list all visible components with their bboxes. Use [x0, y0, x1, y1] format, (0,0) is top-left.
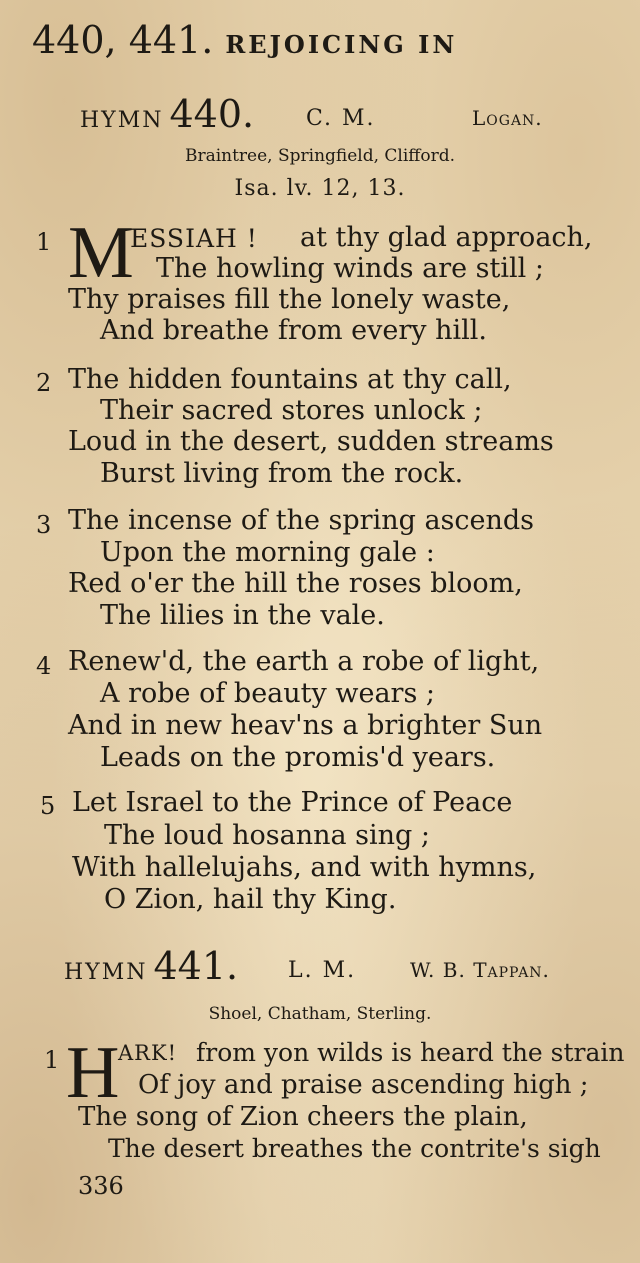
verse-line: And in new heav'ns a brighter Sun	[68, 710, 543, 741]
verse-line: from yon wilds is heard the strain	[196, 1038, 625, 1067]
verse-line: O Zion, hail thy King.	[104, 884, 397, 915]
verse-line: The desert breathes the contrite's sigh	[108, 1134, 601, 1163]
running-head	[32, 18, 457, 62]
hymn-number: 440.	[169, 92, 255, 136]
verse-number: 2	[36, 369, 52, 397]
verse-line: Renew'd, the earth a robe of light,	[68, 646, 540, 677]
running-head-numbers: 440, 441.	[32, 18, 214, 62]
verse-line: at thy glad approach,	[300, 222, 593, 253]
hymn-441-tunes: Shoel, Chatham, Sterling.	[208, 1004, 432, 1024]
verse-line: Burst living from the rock.	[100, 458, 464, 489]
verse-line: Red o'er the hill the roses bloom,	[68, 568, 523, 599]
verse-number: 1	[44, 1046, 60, 1074]
verse-line: And breathe from every hill.	[100, 315, 487, 346]
verse-line: Upon the morning gale :	[100, 537, 435, 568]
hymn-440-reference: Isa. lv. 12, 13.	[234, 176, 406, 201]
verse-line: Thy praises fill the lonely waste,	[68, 284, 511, 315]
hymn-440-heading	[80, 92, 254, 136]
running-head-title: REJOICING IN	[225, 30, 458, 59]
caps-word: ARK!	[118, 1041, 178, 1065]
verse-line: A robe of beauty wears ;	[100, 678, 435, 709]
verse-line: Of joy and praise ascending high ;	[138, 1070, 589, 1100]
verse-line: The song of Zion cheers the plain,	[78, 1102, 528, 1132]
hymn-441-meter: L. M.	[288, 958, 357, 983]
caps-word: ESSIAH !	[130, 224, 258, 253]
hymn-label: HYMN	[80, 108, 164, 133]
verse-number: 4	[36, 652, 52, 680]
page-number: 336	[78, 1172, 124, 1200]
verse-line: Leads on the promis'd years.	[100, 742, 496, 773]
drop-cap: H	[66, 1032, 120, 1114]
verse-line: With hallelujahs, and with hymns,	[72, 852, 537, 883]
verse-line: The loud hosanna sing ;	[104, 820, 431, 851]
hymn-label: HYMN	[64, 960, 148, 985]
hymn-440-tunes: Braintree, Springfield, Clifford.	[184, 146, 456, 166]
hymn-440-author: Logan.	[472, 106, 543, 130]
verse-line: The incense of the spring ascends	[68, 505, 535, 536]
hymn-number: 441.	[153, 944, 239, 988]
verse-line: Loud in the desert, sudden streams	[68, 426, 554, 457]
hymn-441-heading	[64, 944, 238, 988]
verse-number: 5	[40, 792, 56, 820]
verse-line: The hidden fountains at thy call,	[68, 364, 512, 395]
hymn-441-author: W. B. Tappan.	[410, 958, 550, 982]
verse-line: The howling winds are still ;	[156, 253, 544, 284]
hymn-440-meter: C. M.	[306, 106, 376, 131]
verse-line: The lilies in the vale.	[100, 600, 385, 631]
verse-number: 3	[36, 511, 52, 539]
verse-line: Their sacred stores unlock ;	[100, 395, 483, 426]
verse-number: 1	[36, 228, 52, 256]
verse-line: Let Israel to the Prince of Peace	[72, 787, 513, 818]
drop-cap: M	[68, 212, 134, 294]
